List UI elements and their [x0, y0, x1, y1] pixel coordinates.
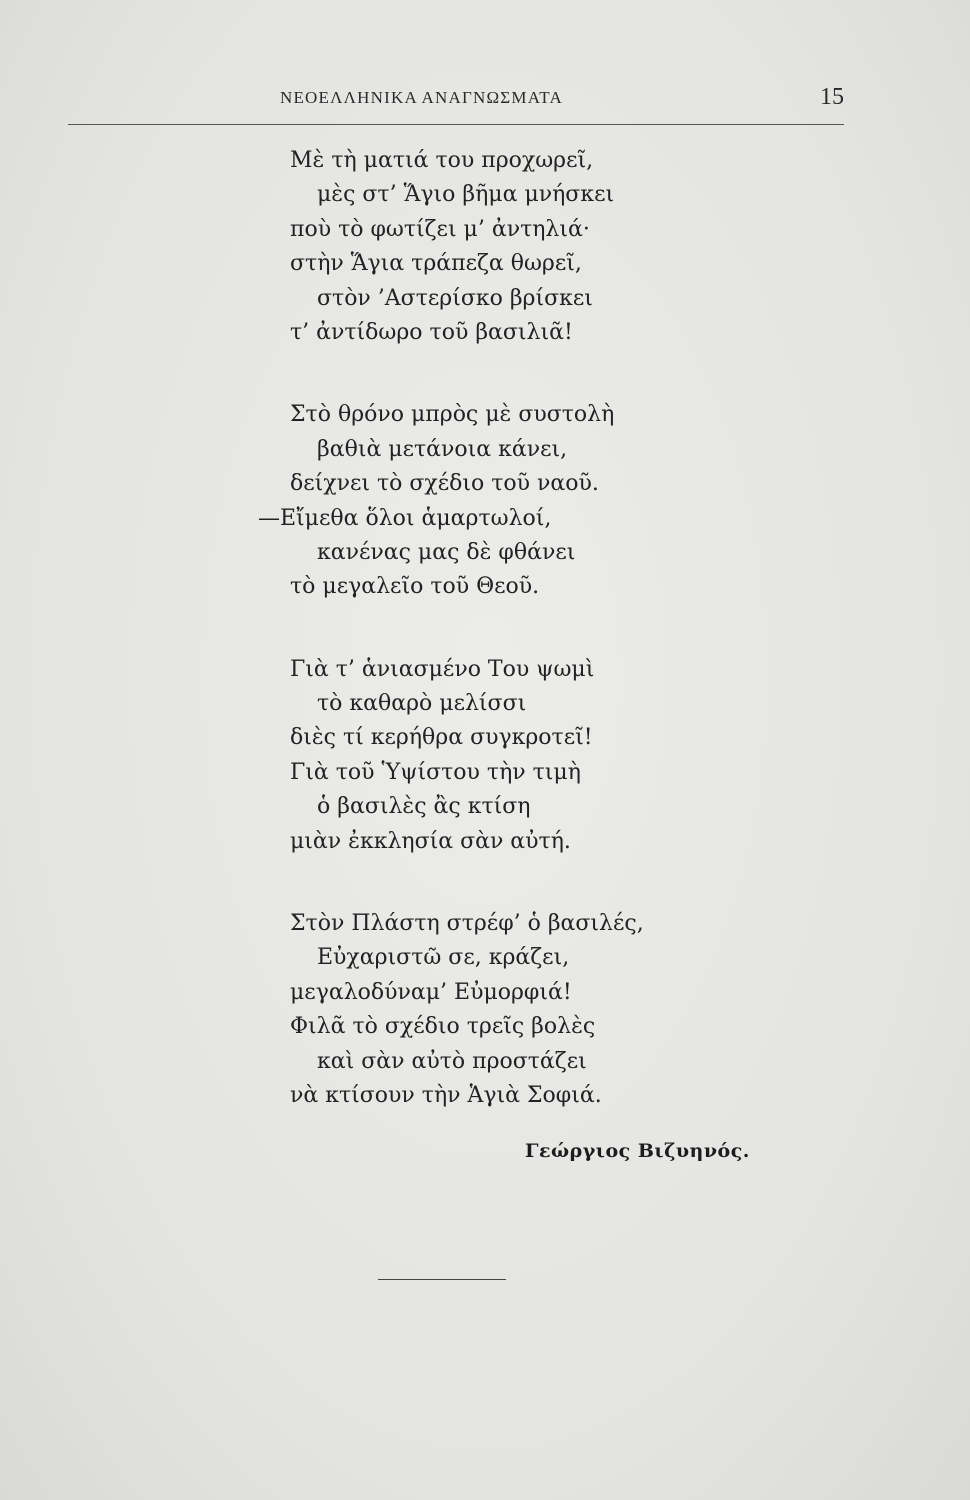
end-rule: [378, 1279, 506, 1280]
stanza: [290, 144, 810, 350]
poem-line: Φιλᾶ τὸ σχέδιο τρεῖς βολὲς: [290, 1014, 596, 1040]
poem-line: μεγαλοδύναμ’ Εὐμορφιά!: [290, 979, 572, 1005]
stanza: [290, 907, 810, 1113]
poem-line: Μὲ τὴ ματιά του προχωρεῖ,: [290, 148, 594, 173]
poem-line: κανένας μας δὲ φθάνει: [317, 539, 576, 565]
running-title: ΝΕΟΕΛΛΗΝΙΚΑ ΑΝΑΓΝΩΣΜΑΤΑ: [280, 88, 564, 107]
poem-line: στὴν Ἅγια τράπεζα θωρεῖ,: [290, 251, 582, 277]
poem-line: διὲς τί κερήθρα συγκροτεῖ!: [290, 725, 593, 751]
poem-line: δείχνει τὸ σχέδιο τοῦ ναοῦ.: [290, 471, 599, 497]
poem-line: —Εἴμεθα ὅλοι ἁμαρτωλοί,: [258, 505, 552, 531]
poem-line: ὁ βασιλὲς ἂς κτίση: [317, 794, 531, 820]
poem-line: βαθιὰ μετάνοια κάνει,: [317, 436, 568, 462]
header-rule: [68, 124, 844, 125]
poem-line: Στὸν Πλάστη στρέφ’ ὁ βασιλές,: [290, 911, 644, 937]
stanza: [290, 653, 810, 859]
poem-line: τ’ ἀντίδωρο τοῦ βασιλιᾶ!: [290, 319, 573, 345]
poem-line: Γιὰ τοῦ Ὑψίστου τὴν τιμὴ: [290, 759, 581, 785]
poem-line: Γιὰ τ’ ἁνιασμένο Του ψωμὶ: [290, 656, 595, 682]
stanza: [258, 398, 810, 604]
poem-line: Στὸ θρόνο μπρὸς μὲ συστολὴ: [290, 402, 615, 428]
poem-line: νὰ κτίσουν τὴν Ἁγιὰ Σοφιά.: [290, 1082, 602, 1108]
poem-line: στὸν ’Αστερίσκο βρίσκει: [317, 285, 593, 311]
poem-line: καὶ σὰν αὐτὸ προστάζει: [317, 1048, 587, 1074]
poem-line: μιὰν ἐκκλησία σὰν αὐτή.: [290, 828, 571, 854]
poem: [258, 144, 810, 1161]
poem-line: τὸ μεγαλεῖο τοῦ Θεοῦ.: [290, 574, 540, 600]
poem-line: μὲς στ’ Ἅγιο βῆμα μνήσκει: [317, 182, 615, 208]
poem-line: τὸ καθαρὸ μελίσσι: [317, 691, 527, 717]
poem-line: ποὺ τὸ φωτίζει μ’ ἀντηλιά·: [290, 216, 590, 242]
page-number: 15: [820, 84, 844, 110]
poem-line: Εὐχαριστῶ σε, κράζει,: [317, 945, 570, 971]
author-signature: Γεώργιος Βιζυηνός.: [525, 1140, 750, 1162]
page-header: [68, 84, 848, 120]
